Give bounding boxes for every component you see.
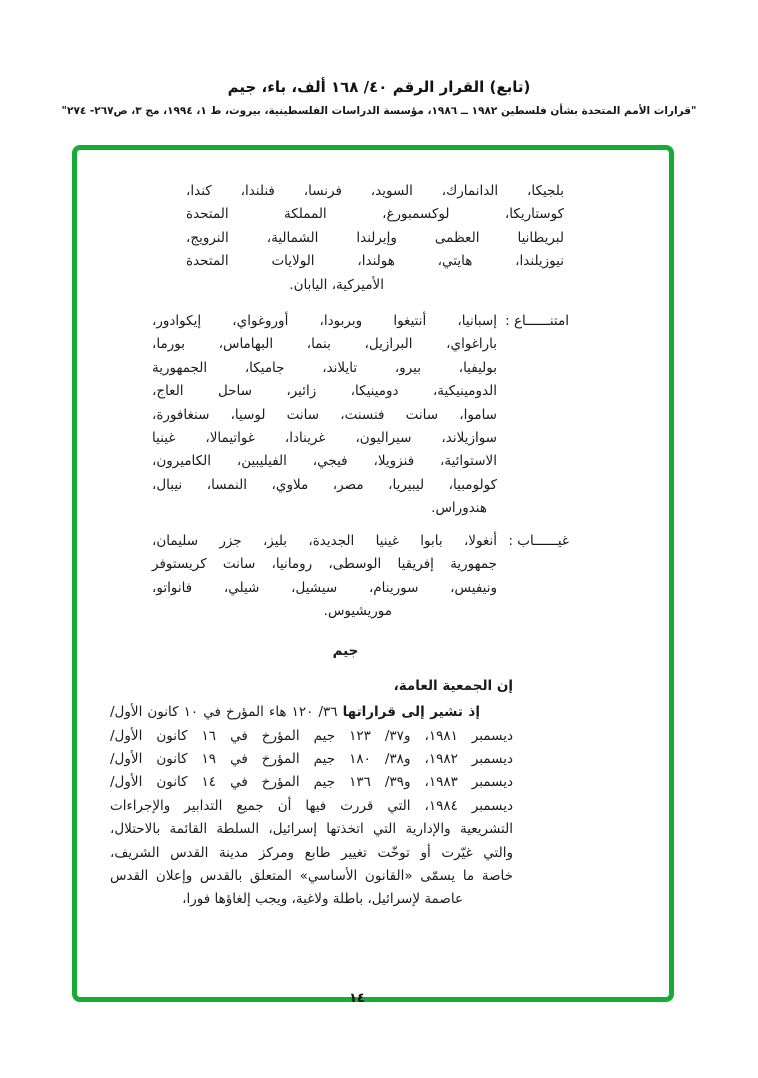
text-line: ديسمبر ١٩٨٤، التي قررت فيها أن جميع التدابير والإجراءات xyxy=(110,797,513,814)
page-title: (تابع) القرار الرقم ٤٠/ ١٦٨ ألف، باء، جيم xyxy=(227,78,531,96)
text-line: كوستاريكا، لوكسمبورغ، المملكة المتحدة xyxy=(186,206,564,223)
text-line: هندوراس. xyxy=(431,500,487,517)
text-line: ساموا، سانت فنسنت، سانت لوسيا، سنغافورة، xyxy=(152,406,497,423)
section-heading-jeem: جيم xyxy=(332,643,359,660)
text-line: الدومينيكية، دومينيكا، زائير، ساحل العاج، xyxy=(152,383,497,400)
citation-line: "قرارات الأمم المتحدة بشأن فلسطين ١٩٨٢ ــ ١٩٨٦، مؤسسة الدراسات الفلسطينية، بيروت، ط ١، ١٩٩٤، مج ٣، ص٢٦٧- ٢٧٤" xyxy=(61,105,697,117)
absent-label: غيــــــاب : xyxy=(508,532,569,549)
paragraph-lead-bold: إذ تشير إلى قراراتها xyxy=(342,704,480,721)
text-line: باراغواي، البرازيل، بنما، البهاماس، بورما، xyxy=(152,336,497,353)
text-line: ديسمبر ١٩٨٢، و٣٨/ ١٨٠ جيم المؤرخ في ١٩ كانون الأول/ xyxy=(110,750,513,767)
text-line: أنغولا، بابوا غينيا الجديدة، بليز، جزر سليمان، xyxy=(152,532,497,549)
vote-section-absent xyxy=(77,530,569,624)
text-line: جمهورية إفريقيا الوسطى، رومانيا، سانت كريستوفر xyxy=(152,556,497,573)
absent-country-list xyxy=(152,530,497,624)
paragraph-lines xyxy=(110,725,513,912)
text-line: والتي غيّرت أو توخّت تغيير طابع ومركز مدينة القدس الشريف، xyxy=(110,844,513,861)
text-line: ديسمبر ١٩٨١، و٣٧/ ١٢٣ جيم المؤرخ في ١٦ كانون الأول/ xyxy=(110,727,513,744)
abstentions-country-list xyxy=(152,310,497,521)
content-box-green-frame xyxy=(72,145,674,1002)
text-line: كولومبيا، ليبيريا، مصر، ملاوي، النمسا، نيبال، xyxy=(152,476,497,493)
vote-section-abstentions xyxy=(77,310,569,521)
preamble-intro: إن الجمعية العامة، xyxy=(393,677,513,694)
text-line: بلجيكا، الدانمارك، السويد، فرنسا، فنلندا، كندا، xyxy=(186,183,564,199)
text-line: نيوزيلندا، هايتي، هولندا، الولايات المتحدة xyxy=(186,253,564,270)
resolution-preambular-paragraph xyxy=(110,701,513,912)
text-line: موريشيوس. xyxy=(323,602,392,619)
text-line: سوازيلاند، سيراليون، غرينادا، غواتيمالا، غينيا xyxy=(152,430,497,447)
text-line: ونيفيس، سورينام، سيشيل، شيلي، فانواتو، xyxy=(152,579,497,596)
text-line: بوليفيا، بيرو، تايلاند، جاميكا، الجمهورية xyxy=(152,359,497,376)
text-line: الأميركية، اليابان. xyxy=(289,276,384,293)
text-line: ديسمبر ١٩٨٣، و٣٩/ ١٣٦ جيم المؤرخ في ١٤ كانون الأول/ xyxy=(110,774,513,791)
text-line: عاصمة لإسرائيل، باطلة ولاغية، ويجب إلغاؤها فورا، xyxy=(182,891,463,908)
abstentions-label: امتنــــــاع : xyxy=(505,313,569,330)
paragraph-first-line-rest: ٣٦/ ١٢٠ هاء المؤرخ في ١٠ كانون الأول/ xyxy=(110,704,343,721)
text-line: الاستوائية، فنزويلا، فيجي، الفيليبين، الكاميرون، xyxy=(152,453,497,470)
text-line: إسبانيا، أنتيغوا وبربودا، أوروغواي، إيكوادور، xyxy=(152,313,497,330)
paragraph-first-line xyxy=(110,701,513,724)
text-line: خاصة ما يسمّى «القانون الأساسي» المتعلق بالقدس وإعلان القدس xyxy=(110,867,513,884)
text-line: لبريطانيا العظمى وإيرلندا الشمالية، النرويج، xyxy=(186,229,564,246)
page-number: ١٤ xyxy=(349,991,365,1006)
in-favour-countries-continuation xyxy=(186,180,564,297)
text-line: التشريعية والإدارية التي اتخذتها إسرائيل، السلطة القائمة بالاحتلال، xyxy=(110,821,513,838)
